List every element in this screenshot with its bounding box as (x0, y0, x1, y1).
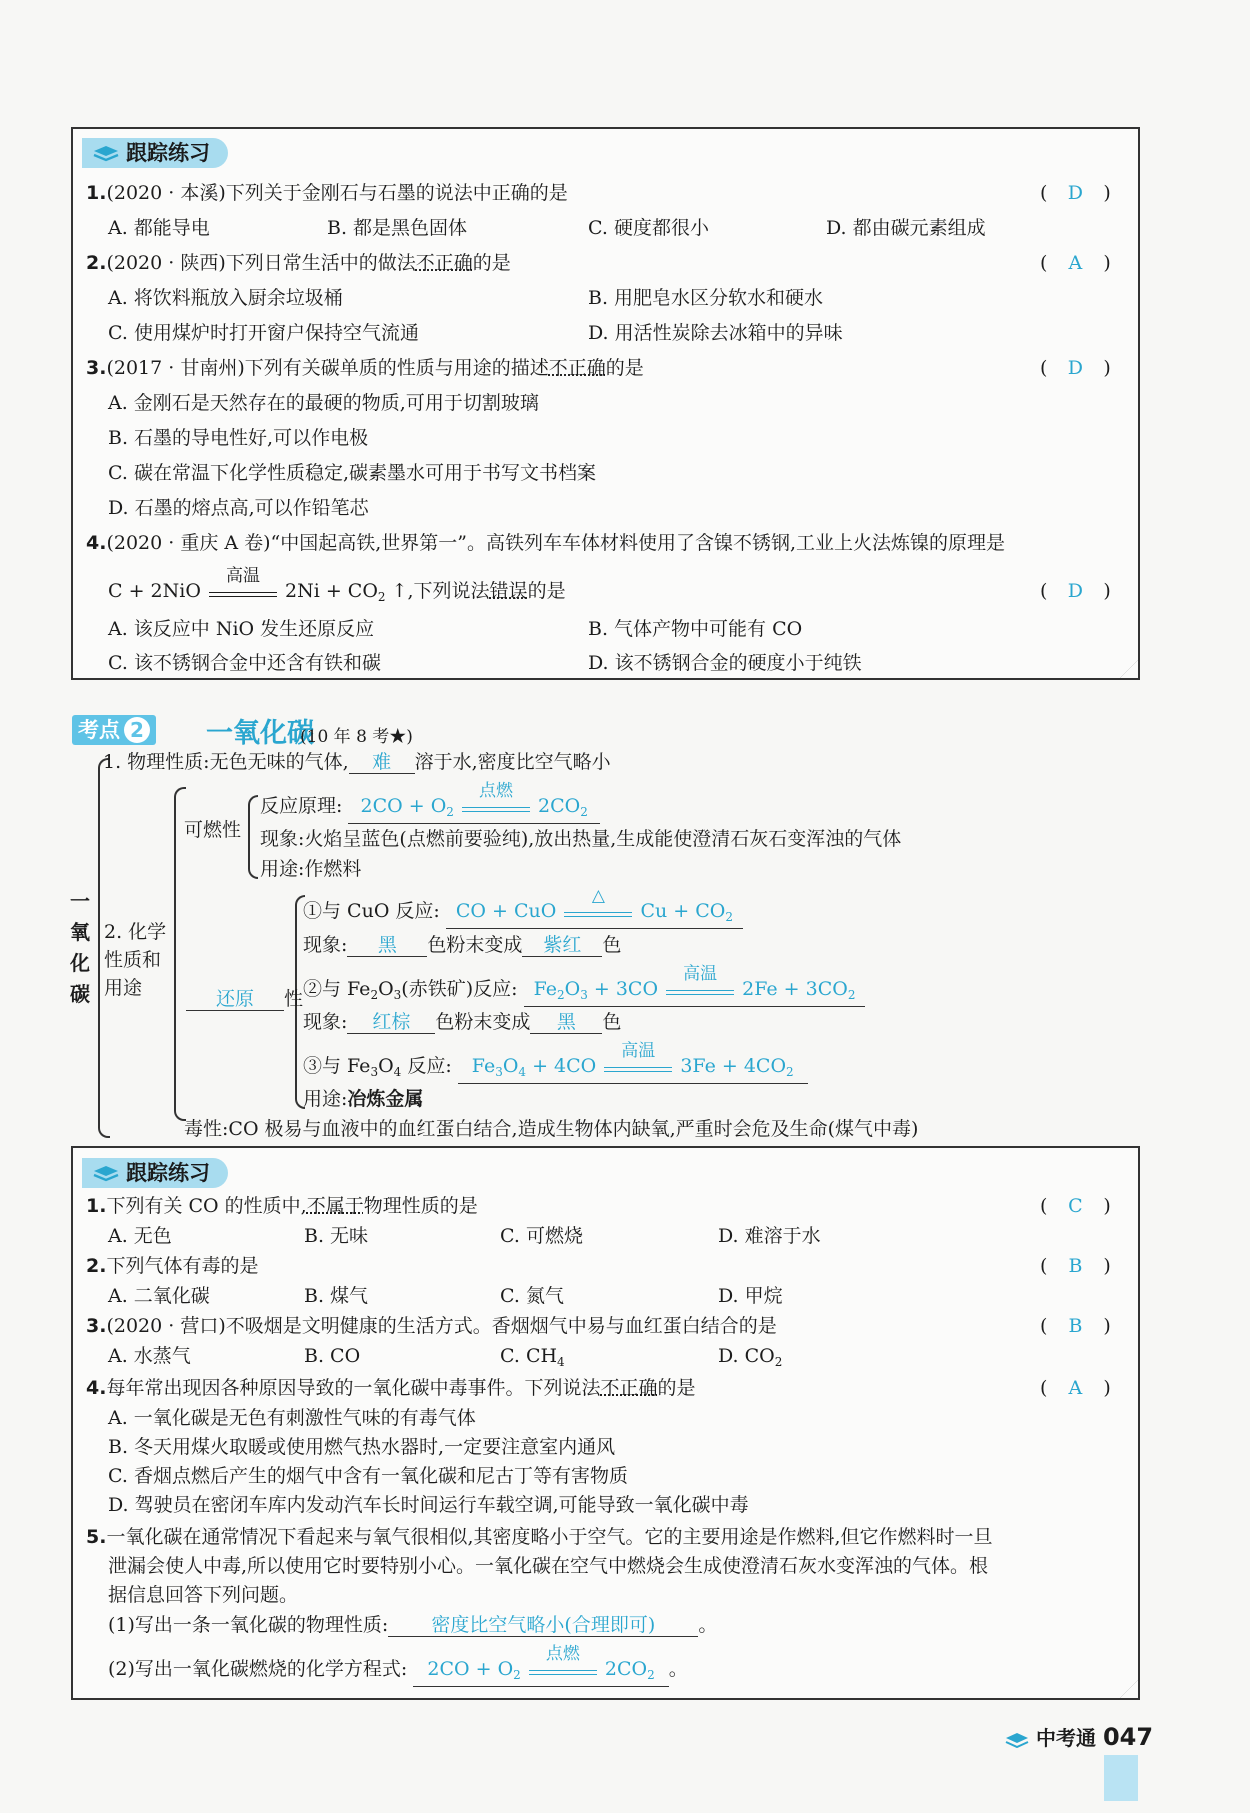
option-b: B. CO (304, 1345, 361, 1367)
cuo-reaction: ①与 CuO 反应: CO + CuO △ $Cu + CO_2$ (303, 898, 743, 929)
reduction-use: 用途:冶炼金属 (303, 1088, 424, 1110)
brand-icon (1005, 1732, 1029, 1748)
question-2: 2.(2020 · 陕西)下列日常生活中的做法不正确的是 (86, 252, 511, 274)
option-c: C. $CH_4$ (500, 1345, 565, 1369)
option-b: B. 用肥皂水区分软水和硬水 (588, 287, 824, 309)
option-d: D. 都由碳元素组成 (826, 217, 986, 239)
option-b: B. 石墨的导电性好,可以作电极 (108, 427, 369, 449)
question-5-sub-2: (2)写出一氧化碳燃烧的化学方程式: $2CO + O_2$ 点燃 $2CO_2$ 。 (108, 1656, 688, 1687)
option-a: A. 二氧化碳 (108, 1285, 210, 1307)
option-c: C. 该不锈钢合金中还含有铁和碳 (108, 652, 381, 674)
option-d: D. 石墨的熔点高,可以作铅笔芯 (108, 497, 369, 519)
answer-4: ( A ) (1040, 1377, 1111, 1399)
fe2o3-phenomenon: 现象: 红棕 色粉末变成 黑 色 (303, 1011, 622, 1033)
option-a: A. 都能导电 (108, 217, 210, 239)
section-title-1 (82, 138, 228, 168)
option-d: D. 甲烷 (718, 1285, 783, 1307)
option-c: C. 可燃烧 (500, 1225, 583, 1247)
cuo-phenomenon: 现象: 黑 色粉末变成 紫红 色 (303, 934, 622, 956)
stack-icon (92, 143, 120, 163)
answer-4: ( D ) (1040, 580, 1111, 602)
footer (1005, 1722, 1153, 1751)
option-c: C. 香烟点燃后产生的烟气中含有一氧化碳和尼古丁等有害物质 (108, 1465, 628, 1487)
option-d: D. 用活性炭除去冰箱中的异味 (588, 322, 843, 344)
question-2: 2.下列气体有毒的是 (86, 1255, 259, 1277)
section-title-2: 跟踪练习 (82, 1158, 228, 1188)
question-4: 4.每年常出现因各种原因导致的一氧化碳中毒事件。下列说法不正确的是 (86, 1377, 696, 1399)
option-a: A. 一氧化碳是无色有刺激性气味的有毒气体 (108, 1407, 476, 1429)
question-1: 1.下列有关 CO 的性质中,不属于物理性质的是 (86, 1195, 478, 1217)
page-number: 047 (1102, 1723, 1154, 1751)
option-a: A. 水蒸气 (108, 1345, 191, 1367)
option-b: B. 都是黑色固体 (327, 217, 468, 239)
stack-icon (92, 1163, 120, 1183)
fe2o3-reaction: ②与 $Fe_2O_3$(赤铁矿)反应: $Fe_2O_3 + 3CO$ 高温 $2Fe + 3CO_2$ (303, 976, 865, 1008)
physical-property: 1. 物理性质:无色无味的气体, 难 溶于水,密度比空气略小 (103, 751, 611, 773)
ranshao-label: 可燃性 (184, 819, 242, 841)
question-3: 3.(2017 · 甘南州)下列有关碳单质的性质与用途的描述不正确的是 (86, 357, 644, 379)
question-4: 4.(2020 · 重庆 A 卷)“中国起高铁,世界第一”。高铁列车车体材料使用了含镍不锈钢,工业上火法炼镍的原理是 (86, 532, 1006, 554)
option-c: C. 碳在常温下化学性质稳定,碳素墨水可用于书写文书档案 (108, 462, 596, 484)
question-5-line-3: 据信息回答下列问题。 (108, 1584, 299, 1606)
question-1: 1.(2020 · 本溪)下列关于金刚石与石墨的说法中正确的是 (86, 182, 568, 204)
section-title-text: 跟踪练习 (126, 141, 210, 165)
page-edge-tab (1104, 1755, 1138, 1801)
question-5-sub-1: (1)写出一条一氧化碳的物理性质: 密度比空气略小(合理即可) 。 (108, 1614, 718, 1636)
reaction-principle: 反应原理: $2CO + O_2$ 点燃 $2CO_2$ (260, 793, 600, 824)
answer-2: ( B ) (1040, 1255, 1111, 1277)
question-5: 5.一氧化碳在通常情况下看起来与氧气很相似,其密度略小于空气。它的主要用途是作燃料,但它作燃料时一旦 (86, 1526, 993, 1548)
option-b: B. 气体产物中可能有 CO (588, 618, 803, 640)
root-label: 一 氧 化 碳 (70, 889, 90, 1006)
question-4-equation: C + 2NiO 高温 $2Ni + CO_2$ ↑,下列说法错误的是 (108, 566, 566, 604)
option-b: B. 冬天用煤火取暖或使用燃气热水器时,一定要注意室内通风 (108, 1436, 616, 1458)
option-d: D. 该不锈钢合金的硬度小于纯铁 (588, 652, 862, 674)
option-c: C. 使用煤炉时打开窗户保持空气流通 (108, 322, 419, 344)
fe3o4-reaction: ③与 $Fe_3O_4$ 反应: $Fe_3O_4 + 4CO$ 高温 $3Fe + 4CO_2$ (303, 1053, 808, 1085)
option-c: C. 硬度都很小 (588, 217, 709, 239)
option-a: A. 无色 (108, 1225, 172, 1247)
brace-ranshao (248, 795, 258, 879)
toxicity: 毒性:CO 极易与血液中的血红蛋白结合,造成生物体内缺氧,严重时会危及生命(煤气中毒) (184, 1118, 919, 1140)
option-b: B. 无味 (304, 1225, 369, 1247)
answer-3: ( D ) (1040, 357, 1111, 379)
combustion-phenomenon: 现象:火焰呈蓝色(点燃前要验纯),放出热量,生成能使澄清石灰石变浑浊的气体 (260, 828, 902, 850)
brand-name: 中考通 (1035, 1726, 1096, 1750)
kaodian-frequency: (10 年 8 考★) (300, 727, 413, 747)
chem-label: 2. 化学 性质和 用途 (104, 921, 167, 999)
answer-2: ( A ) (1040, 252, 1111, 274)
option-c: C. 氮气 (500, 1285, 564, 1307)
answer-3: ( B ) (1040, 1315, 1111, 1337)
option-a: A. 将饮料瓶放入厨余垃圾桶 (108, 287, 343, 309)
answer-1: ( C ) (1040, 1195, 1111, 1217)
option-d: D. 难溶于水 (718, 1225, 821, 1247)
huanyuan-label: 还原 性 (186, 986, 303, 1012)
question-5-line-2: 泄漏会使人中毒,所以使用它时要特别小心。一氧化碳在空气中燃烧会生成使澄清石灰水变浑浊的气体。根 (108, 1555, 989, 1577)
kaodian-tag: 考点 2 (72, 715, 156, 745)
combustion-use: 用途:作燃料 (260, 858, 362, 880)
option-d: D. $CO_2$ (718, 1345, 783, 1369)
option-b: B. 煤气 (304, 1285, 369, 1307)
option-d: D. 驾驶员在密闭车库内发动汽车长时间运行车载空调,可能导致一氧化碳中毒 (108, 1494, 749, 1516)
question-3: 3.(2020 · 营口)不吸烟是文明健康的生活方式。香烟烟气中易与血红蛋白结合的是 (86, 1315, 777, 1337)
option-a: A. 该反应中 NiO 发生还原反应 (108, 618, 375, 640)
answer-1: ( D ) (1040, 182, 1111, 204)
kaodian-title: 一氧化碳 (206, 718, 314, 749)
option-a: A. 金刚石是天然存在的最硬的物质,可用于切割玻璃 (108, 392, 539, 414)
